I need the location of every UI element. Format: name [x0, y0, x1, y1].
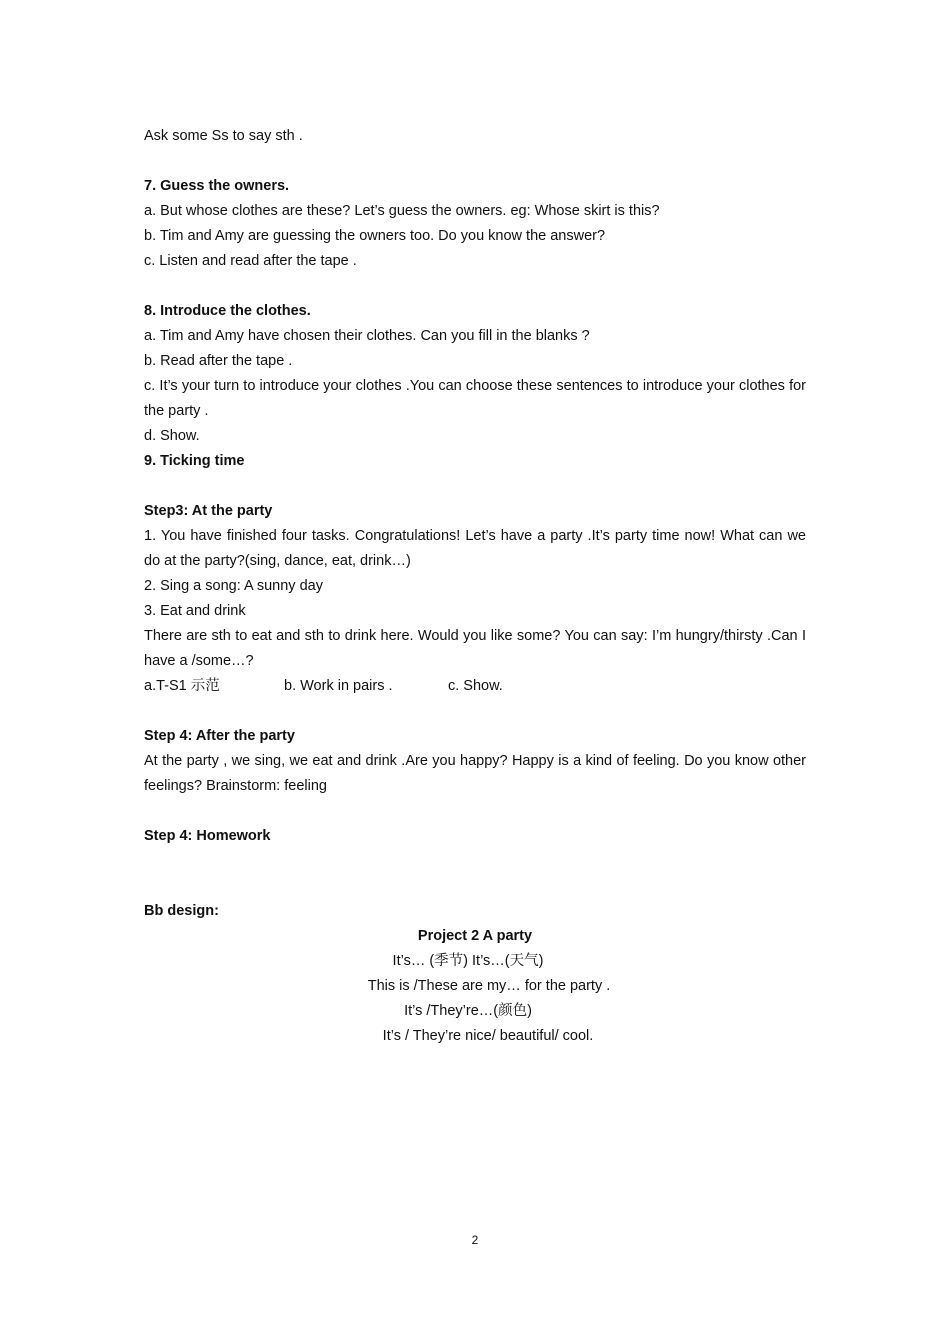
- list-item: b. Read after the tape .: [144, 353, 293, 369]
- board-line: It’s / They’re nice/ beautiful/ cool.: [382, 1028, 594, 1044]
- step-heading-homework: Step 4: Homework: [144, 828, 271, 844]
- list-item: b. Tim and Amy are guessing the owners too. Do you know the answer?: [144, 228, 606, 244]
- board-line: This is /These are my… for the party .: [367, 978, 611, 994]
- paragraph: At the party , we sing, we eat and drink .Are you happy? Happy is a kind of feeling. Do you know other feelings? Brainstorm: feeling: [144, 753, 806, 794]
- board-title: Project 2 A party: [417, 928, 533, 944]
- list-item: c. It’s your turn to introduce your clothes .You can choose these sentences to introduce your clothes for the party .: [144, 378, 806, 419]
- section-heading-introduce-clothes: 8. Introduce the clothes.: [144, 303, 311, 319]
- activity-demo: a.T-S1 示范: [144, 678, 220, 694]
- page-number: 2: [471, 1233, 479, 1247]
- list-item: c. Listen and read after the tape .: [144, 253, 357, 269]
- list-item: d. Show.: [144, 428, 200, 444]
- board-design: [144, 924, 806, 1049]
- board-design-heading: Bb design:: [144, 903, 219, 919]
- step-heading-at-party: Step3: At the party: [144, 503, 273, 519]
- instruction-line: Ask some Ss to say sth .: [144, 128, 303, 144]
- activity-pairs: b. Work in pairs .: [284, 678, 393, 694]
- list-item: 2. Sing a song: A sunny day: [144, 578, 323, 594]
- section-heading-guess-owners: 7. Guess the owners.: [144, 178, 290, 194]
- paragraph: 1. You have finished four tasks. Congratulations! Let’s have a party .It’s party time now! What can we do at the party?(sing, dance, eat, drink…): [144, 528, 806, 569]
- board-line: It’s /They’re…(颜色): [404, 1003, 532, 1019]
- activity-show: c. Show.: [448, 678, 503, 694]
- paragraph: There are sth to eat and sth to drink here. Would you like some? You can say: I’m hungry/thirsty .Can I have a /some…?: [144, 628, 806, 669]
- list-item: 3. Eat and drink: [144, 603, 246, 619]
- page-content: [144, 124, 806, 1049]
- step-heading-after-party: Step 4: After the party: [144, 728, 295, 744]
- list-item: a. Tim and Amy have chosen their clothes. Can you fill in the blanks ?: [144, 328, 590, 344]
- board-line: It’s… (季节) It’s…(天气): [392, 953, 544, 969]
- list-item: a. But whose clothes are these? Let’s guess the owners. eg: Whose skirt is this?: [144, 203, 660, 219]
- activity-row: [144, 674, 806, 699]
- section-heading-ticking-time: 9. Ticking time: [144, 453, 245, 469]
